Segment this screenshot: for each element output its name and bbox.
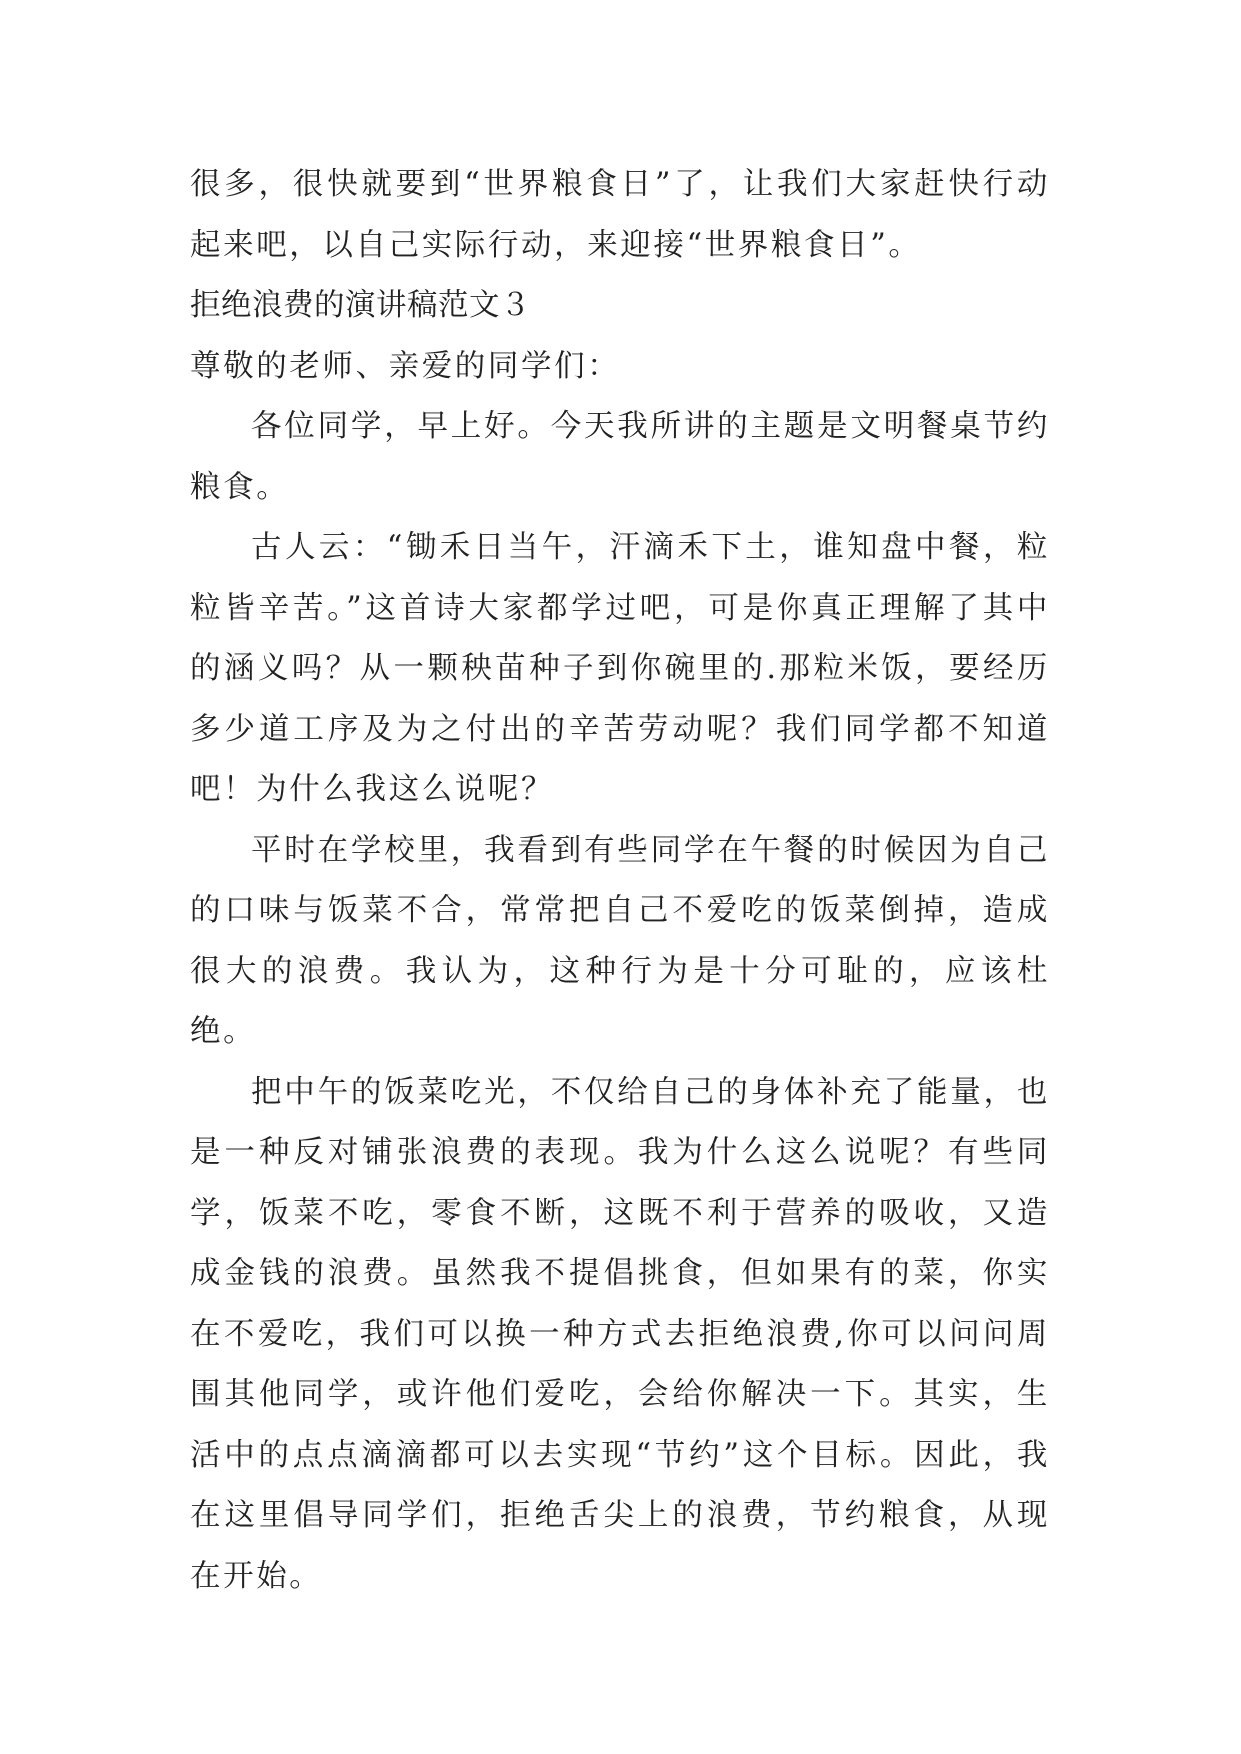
- continuation-paragraph: 很多，很快就要到“世界粮食日”了，让我们大家赶快行动起来吧，以自己实际行动，来迎接“世界粮食日”。: [190, 167, 1050, 263]
- body-paragraph-3: 平时在学校里，我看到有些同学在午餐的时候因为自己的口味与饭菜不合，常常把自己不爱吃的饭菜倒掉，造成很大的浪费。我认为，这种行为是十分可耻的，应该杜绝。: [190, 832, 1050, 1049]
- section-title: 拒绝浪费的演讲稿范文３: [190, 288, 531, 323]
- body-paragraph-2: 古人云：“锄禾日当午，汗滴禾下土，谁知盘中餐，粒粒皆辛苦。”这首诗大家都学过吧，可是你真正理解了其中的涵义吗？从一颗秧苗种子到你碗里的.那粒米饭，要经历多少道工序及为之付出的辛苦劳动呢？我们同学都不知道吧！为什么我这么说呢？: [190, 530, 1050, 807]
- body-paragraph-1: 各位同学，早上好。今天我所讲的主题是文明餐桌节约粮食。: [190, 409, 1050, 505]
- salutation: 尊敬的老师、亲爱的同学们：: [190, 348, 621, 384]
- body-paragraph-4: 把中午的饭菜吃光，不仅给自己的身体补充了能量，也是一种反对铺张浪费的表现。我为什么这么说呢？有些同学，饭菜不吃，零食不断，这既不利于营养的吸收，又造成金钱的浪费。虽然我不提倡挑食，但如果有的菜，你实在不爱吃，我们可以换一种方式去拒绝浪费,你可以问问周围其他同学，或许他们爱吃，会给你解决一下。其实，生活中的点点滴滴都可以去实现“节约”这个目标。因此，我在这里倡导同学们，拒绝舌尖上的浪费，节约粮食，从现在开始。: [190, 1074, 1050, 1594]
- document-page: [190, 155, 1050, 1607]
